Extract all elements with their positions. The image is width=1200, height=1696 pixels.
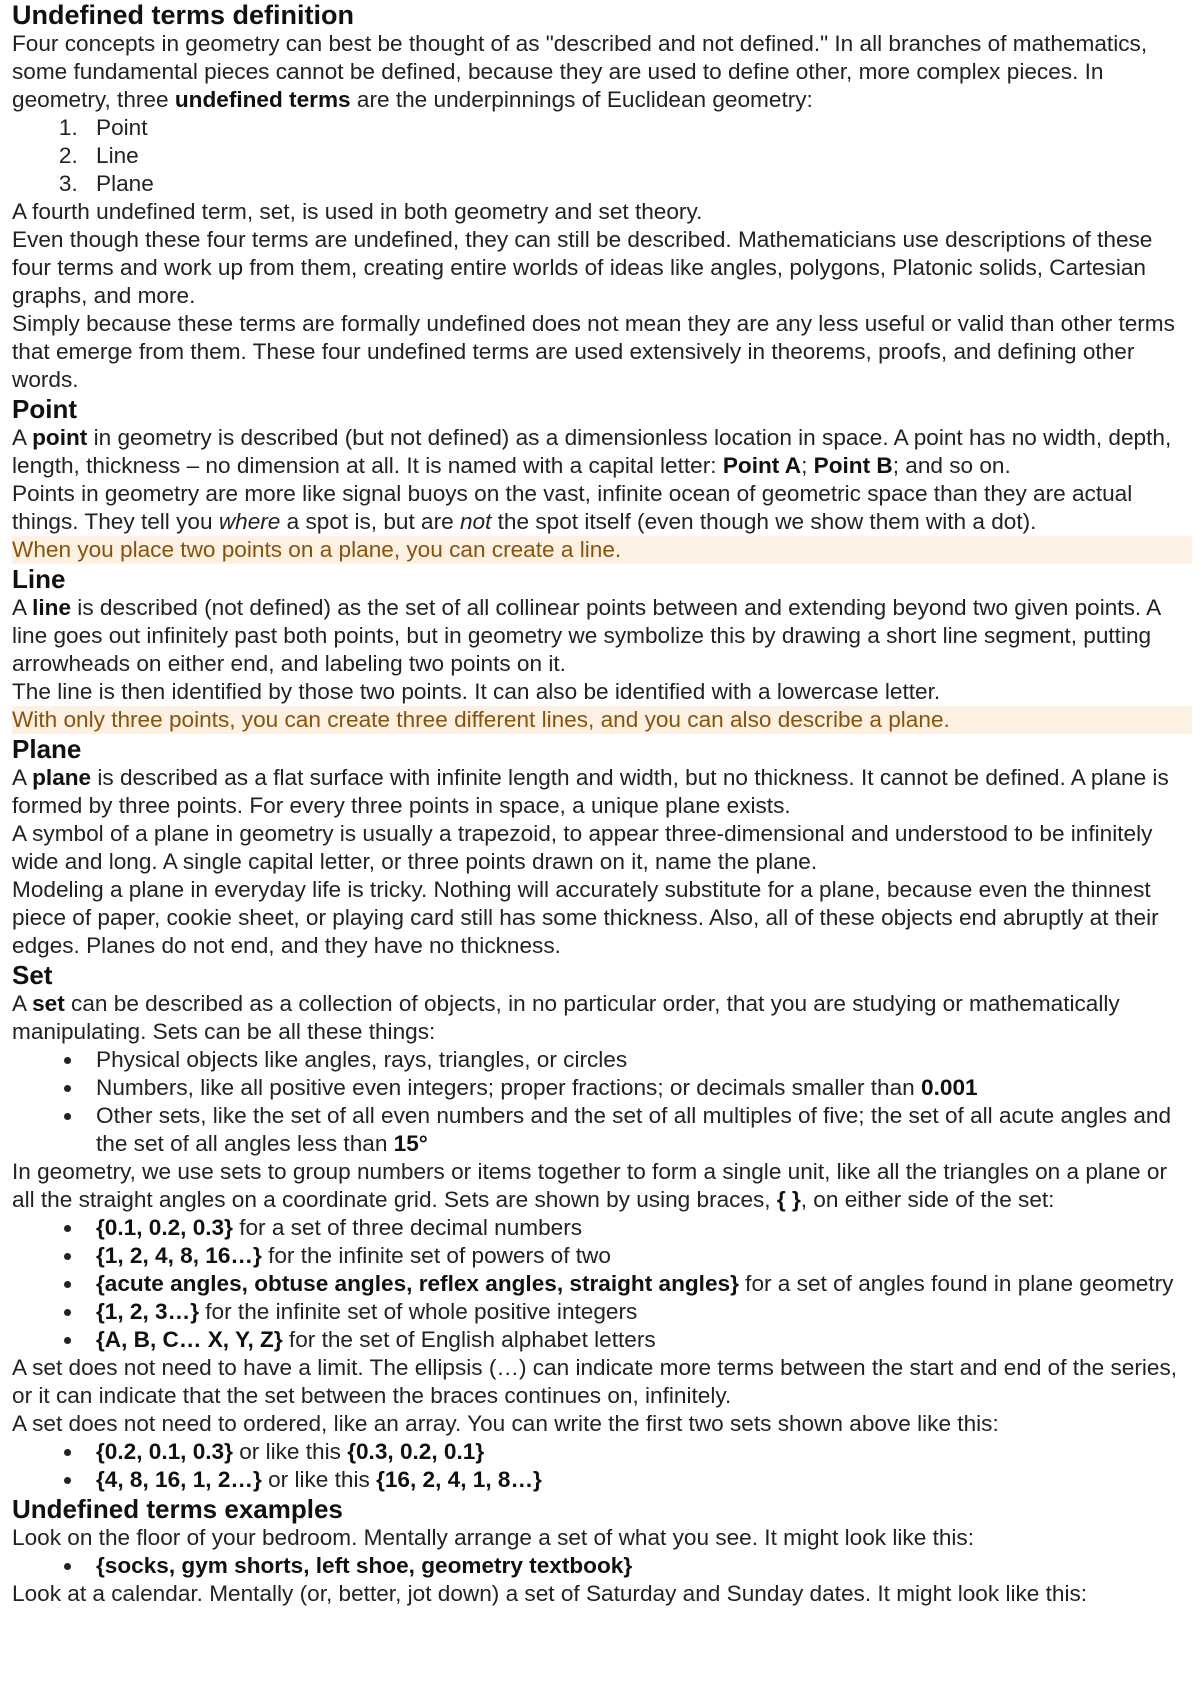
set-reorder-list bbox=[12, 1438, 1192, 1494]
list-item: 1. Point bbox=[84, 114, 1192, 142]
undefined-terms-bold: undefined terms bbox=[174, 87, 351, 112]
paragraph: Simply because these terms are formally undefined does not mean they are any less useful or valid than other terms that emerge from them. These four undefined terms are used extensively in theorems, proofs, and defining other words. bbox=[12, 311, 1175, 392]
paragraph: A line is described (not defined) as the set of all collinear points between and extending beyond two given points. A line goes out infinitely past both points, but in geometry we symbolize this by drawing a short line segment, putting arrowheads on either end, and labeling two points on it. bbox=[12, 595, 1160, 676]
section-title-plane: Plane bbox=[12, 734, 82, 764]
set-kinds-list bbox=[12, 1046, 1192, 1158]
list-item: • {4, 8, 16, 1, 2…} or like this {16, 2, 4, 1, 8…} bbox=[84, 1466, 1192, 1494]
section-title-line: Line bbox=[12, 564, 66, 594]
paragraph: A plane is described as a flat surface with infinite length and width, but no thickness. It cannot be defined. A plane is formed by three points. For every three points in space, a unique plane exists. bbox=[12, 765, 1169, 818]
bedroom-set-list bbox=[12, 1552, 1192, 1580]
list-item: • {A, B, C… X, Y, Z} for the set of English alphabet letters bbox=[84, 1326, 1192, 1354]
section-title-examples: Undefined terms examples bbox=[12, 1494, 343, 1524]
list-item: • Other sets, like the set of all even numbers and the set of all multiples of five; the set of all acute angles and the set of all angles less than 15° bbox=[84, 1102, 1192, 1158]
highlight-callout: With only three points, you can create three different lines, and you can also describe a plane. bbox=[12, 706, 1192, 734]
list-item: 3. Plane bbox=[84, 170, 1192, 198]
highlight-callout: When you place two points on a plane, you can create a line. bbox=[12, 536, 1192, 564]
list-item: 2. Line bbox=[84, 142, 1192, 170]
paragraph: Modeling a plane in everyday life is tricky. Nothing will accurately substitute for a plane, because even the thinnest piece of paper, cookie sheet, or playing card still has some thickness. Also, all of these objects end abruptly at their edges. Planes do not end, and they have no thickness. bbox=[12, 877, 1159, 958]
paragraph: Even though these four terms are undefined, they can still be described. Mathematicians use descriptions of these four terms and work up from them, creating entire worlds of ideas like angles, polygons, Platonic solids, Cartesian graphs, and more. bbox=[12, 227, 1153, 308]
list-item: • Physical objects like angles, rays, triangles, or circles bbox=[84, 1046, 1192, 1074]
set-examples-list bbox=[12, 1214, 1192, 1354]
list-item: • {1, 2, 3…} for the infinite set of whole positive integers bbox=[84, 1298, 1192, 1326]
paragraph: Look at a calendar. Mentally (or, better, jot down) a set of Saturday and Sunday dates. It might look like this: bbox=[12, 1581, 1088, 1606]
paragraph: A set does not need to ordered, like an array. You can write the first two sets shown above like this: bbox=[12, 1411, 999, 1436]
list-item: • {acute angles, obtuse angles, reflex angles, straight angles} for a set of angles found in plane geometry bbox=[84, 1270, 1192, 1298]
section-title-point: Point bbox=[12, 394, 77, 424]
list-item: • {0.1, 0.2, 0.3} for a set of three decimal numbers bbox=[84, 1214, 1192, 1242]
list-item: • Numbers, like all positive even integers; proper fractions; or decimals smaller than 0.001 bbox=[84, 1074, 1192, 1102]
paragraph: In geometry, we use sets to group numbers or items together to form a single unit, like all the triangles on a plane or all the straight angles on a coordinate grid. Sets are shown by using braces, { }, on either side of the set: bbox=[12, 1159, 1167, 1212]
paragraph: A symbol of a plane in geometry is usually a trapezoid, to appear three-dimensional and understood to be infinitely wide and long. A single capital letter, or three points drawn on it, name the plane. bbox=[12, 821, 1153, 874]
paragraph: The line is then identified by those two points. It can also be identified with a lowercase letter. bbox=[12, 679, 941, 704]
paragraph: A set does not need to have a limit. The ellipsis (…) can indicate more terms between the start and end of the series, or it can indicate that the set between the braces continues on, infinitely. bbox=[12, 1355, 1178, 1408]
paragraph: A set can be described as a collection of objects, in no particular order, that you are studying or mathematically manipulating. Sets can be all these things: bbox=[12, 991, 1120, 1044]
list-item: • {1, 2, 4, 8, 16…} for the infinite set of powers of two bbox=[84, 1242, 1192, 1270]
paragraph: A fourth undefined term, set, is used in both geometry and set theory. bbox=[12, 199, 703, 224]
intro-paragraph: Four concepts in geometry can best be thought of as "described and not defined." In all branches of mathematics, some fundamental pieces cannot be defined, because they are used to define other, more complex pieces. In geometry, three undefined terms are the underpinnings of Euclidean geometry: bbox=[12, 31, 1148, 112]
list-item: • {0.2, 0.1, 0.3} or like this {0.3, 0.2, 0.1} bbox=[84, 1438, 1192, 1466]
section-title-undefined-terms: Undefined terms definition bbox=[12, 0, 355, 30]
section-title-set: Set bbox=[12, 960, 53, 990]
paragraph: Points in geometry are more like signal buoys on the vast, infinite ocean of geometric space than they are actual things. They tell you where a spot is, but are not the spot itself (even though we show them with a dot). bbox=[12, 481, 1133, 534]
list-item: • {socks, gym shorts, left shoe, geometry textbook} bbox=[84, 1552, 1192, 1580]
undefined-terms-list bbox=[12, 114, 1192, 198]
paragraph: Look on the floor of your bedroom. Mentally arrange a set of what you see. It might look like this: bbox=[12, 1525, 974, 1550]
paragraph: A point in geometry is described (but not defined) as a dimensionless location in space. A point has no width, depth, length, thickness – no dimension at all. It is named with a capital letter: Point A; Point B; and so on. bbox=[12, 425, 1172, 478]
